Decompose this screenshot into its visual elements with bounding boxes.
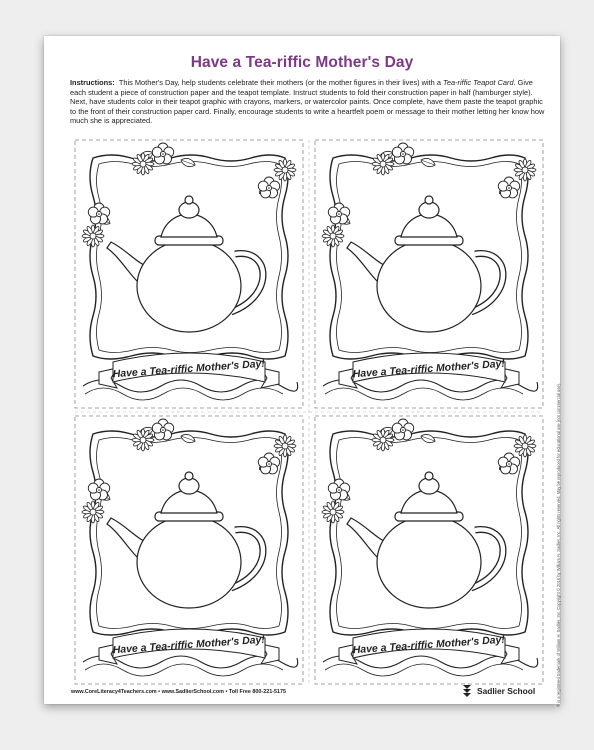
- teapot-card-4: [315, 416, 543, 684]
- sadlier-brand: [461, 684, 535, 698]
- page-title: Have a Tea-riffic Mother's Day: [190, 54, 414, 71]
- sadlier-logo-icon: [461, 684, 473, 698]
- teapot-card-1: [75, 140, 303, 408]
- instructions-italic: Tea-riffic Teapot Card: [443, 78, 514, 87]
- instructions-paragraph: [70, 78, 548, 126]
- card-banner-text-4: Have a Tea-riffic Mother's Day!: [352, 633, 506, 657]
- instructions-part2: . Give each student a piece of construction paper and the teapot template. Instruct students to fold their construction paper in half (hamburger style). Next, have students color in their teapot graphic with crayons, markers, or watercolor paints. Once complete, have them paste the teapot graphic to the front of their construction paper card. Finally, encourage students to write a heartfelt poem or message to their mother letting her know how much she is appreciated.: [70, 78, 545, 126]
- instructions-label: Instructions:: [70, 78, 115, 87]
- card-banner-text-3: Have a Tea-riffic Mother's Day!: [112, 633, 266, 657]
- card-grid-art: [71, 136, 547, 688]
- teapot-card-3: [75, 416, 303, 684]
- teapot-card-2: [315, 140, 543, 408]
- card-banner-text-1: Have a Tea-riffic Mother's Day!: [112, 357, 266, 381]
- instructions-part1: This Mother's Day, help students celebrate their mothers (or the mother figures in their lives) with a: [118, 78, 441, 87]
- copyright-text: ® is a registered trademark of William H. Sadlier, Inc. Copyright © 2016 by William H. Sadlier, Inc. All rights reserved. May be reproduced for educational use (not commercial use).: [556, 382, 561, 707]
- copyright-sidebar: [556, 311, 564, 707]
- card-banner-text-2: Have a Tea-riffic Mother's Day!: [352, 357, 506, 381]
- brand-name: Sadlier School: [477, 686, 536, 696]
- card-grid: [71, 136, 547, 688]
- footer-links: www.CoreLiteracy4Teachers.com • www.SadlierSchool.com • Toll Free 800-221-5175: [71, 689, 286, 695]
- worksheet-page: [44, 36, 561, 707]
